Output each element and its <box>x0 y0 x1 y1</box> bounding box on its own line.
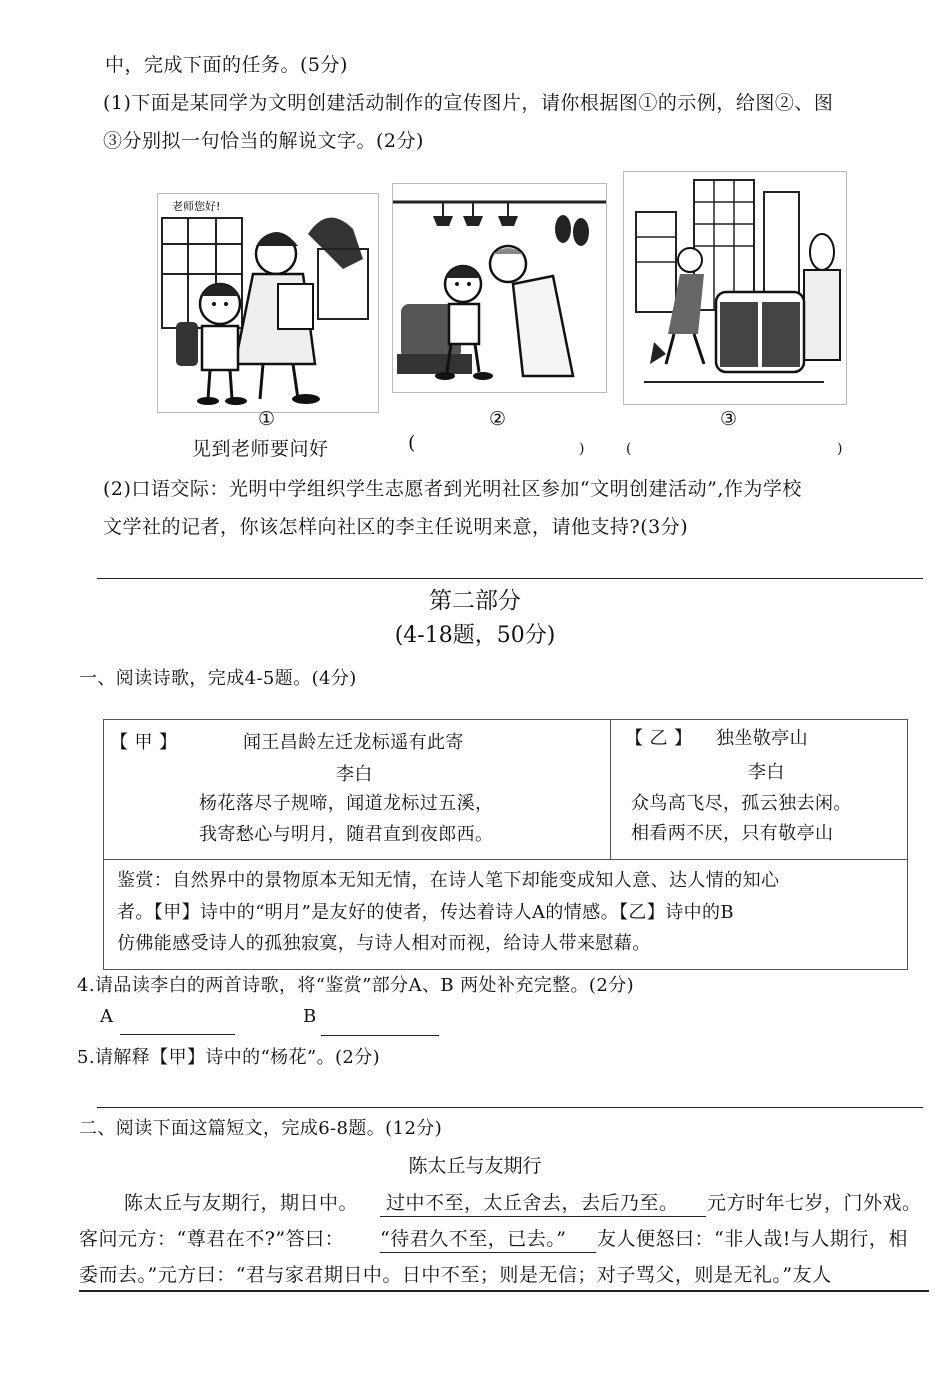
picture-1-greeting-teacher <box>157 193 379 413</box>
appreciation-line-3: 仿佛能感受诗人的孤独寂寞，与诗人相对而视，给诗人带来慰藉。 <box>117 933 651 954</box>
part-2-subtitle: (4-18题，50分) <box>394 623 556 648</box>
picture-3-littering <box>623 171 847 405</box>
poem-a-tag: 【 甲 】 <box>110 732 178 753</box>
section-1-heading: 一、阅读诗歌，完成4-5题。(4分) <box>79 668 357 689</box>
picture-3-illustration <box>624 172 846 404</box>
picture-3-caption-open: ( <box>626 441 632 457</box>
passage-underline-2 <box>380 1252 596 1253</box>
picture-1-number: ① <box>258 408 276 430</box>
poem-a-author: 李白 <box>336 764 373 785</box>
passage-title: 陈太丘与友期行 <box>408 1155 542 1177</box>
passage-line-1-underlined: 过中不至，太丘舍去，去后乃至。 <box>386 1192 679 1214</box>
passage-line-2-underlined: “待君久不至，已去。” <box>380 1228 567 1250</box>
task-line-0: 中，完成下面的任务。(5分) <box>105 54 348 76</box>
appreciation-line-1: 鉴赏：自然界中的景物原本无知无情，在诗人笔下却能变成知人意、达人情的知心 <box>117 870 780 891</box>
appreciation-line-2: 者。【甲】诗中的“明月”是友好的使者，传达着诗人A的情感。【乙】诗中的B <box>117 902 735 923</box>
picture-3-caption-close: ) <box>837 441 843 457</box>
poem-b-line-2: 相看两不厌，只有敬亭山 <box>631 823 834 844</box>
poem-b-line-1: 众鸟高飞尽，孤云独去闲。 <box>631 793 852 814</box>
poem-b-tag: 【 乙 】 <box>625 728 693 749</box>
answer-a-blank[interactable] <box>120 1034 235 1035</box>
passage-line-3: 委而去。”元方曰：“君与家君期日中。日中不至；则是无信；对子骂父，则是无礼。”友人 <box>79 1264 832 1286</box>
picture-2-illustration <box>393 184 606 392</box>
part-2-title: 第二部分 <box>429 588 521 614</box>
poem-table-divider <box>610 719 611 859</box>
passage-underline-3 <box>79 1290 929 1292</box>
picture-1-speech-bubble: 老师您好! <box>172 200 221 213</box>
passage-line-1-part-3: 元方时年七岁，门外戏。 <box>707 1192 922 1214</box>
answer-b-label: B <box>303 1006 317 1027</box>
poem-b-title: 独坐敬亭山 <box>716 728 808 749</box>
picture-2-giving-up-seat <box>392 183 607 393</box>
question-1-line-2: ③分别拟一句恰当的解说文字。(2分) <box>103 130 424 152</box>
answer-5-blank[interactable] <box>97 1107 923 1108</box>
passage-line-2-part-1: 客问元方：“尊君在不?”答曰： <box>79 1228 345 1250</box>
picture-1-illustration <box>158 194 378 412</box>
section-2-heading: 二、阅读下面这篇短文，完成6-8题。(12分) <box>79 1118 443 1139</box>
picture-2-number: ② <box>489 408 507 430</box>
poem-table-row-divider <box>103 859 907 860</box>
question-5: 5.请解释【甲】诗中的“杨花”。(2分) <box>77 1047 381 1068</box>
question-1-line-1: (1)下面是某同学为文明创建活动制作的宣传图片，请你根据图①的示例，给图②、图 <box>103 92 834 114</box>
poem-a-line-2: 我寄愁心与明月，随君直到夜郎西。 <box>199 824 494 845</box>
passage-underline-1 <box>380 1216 706 1217</box>
passage-line-1-part-1: 陈太丘与友期行，期日中。 <box>124 1192 359 1214</box>
answer-b-blank[interactable] <box>321 1035 439 1036</box>
picture-3-number: ③ <box>720 408 738 430</box>
poem-a-line-1: 杨花落尽子规啼，闻道龙标过五溪， <box>199 793 494 814</box>
question-2-line-2: 文学社的记者，你该怎样向社区的李主任说明来意，请他支持?(3分) <box>103 516 689 538</box>
picture-1-caption: 见到老师要问好 <box>192 438 329 460</box>
divider-line <box>97 578 923 579</box>
picture-2-caption-close: ) <box>579 441 585 457</box>
poem-b-author: 李白 <box>748 762 785 783</box>
poem-a-title: 闻王昌龄左迁龙标遥有此寄 <box>243 732 464 753</box>
question-2-line-1: (2)口语交际：光明中学组织学生志愿者到光明社区参加“文明创建活动”,作为学校 <box>103 478 802 500</box>
question-4: 4.请品读李白的两首诗歌，将“鉴赏”部分A、B 两处补充完整。(2分) <box>77 975 635 996</box>
picture-2-caption-open: ( <box>408 432 416 454</box>
answer-a-label: A <box>100 1006 114 1027</box>
passage-line-2-part-3: 友人便怒曰：“非人哉!与人期行，相 <box>597 1228 908 1250</box>
